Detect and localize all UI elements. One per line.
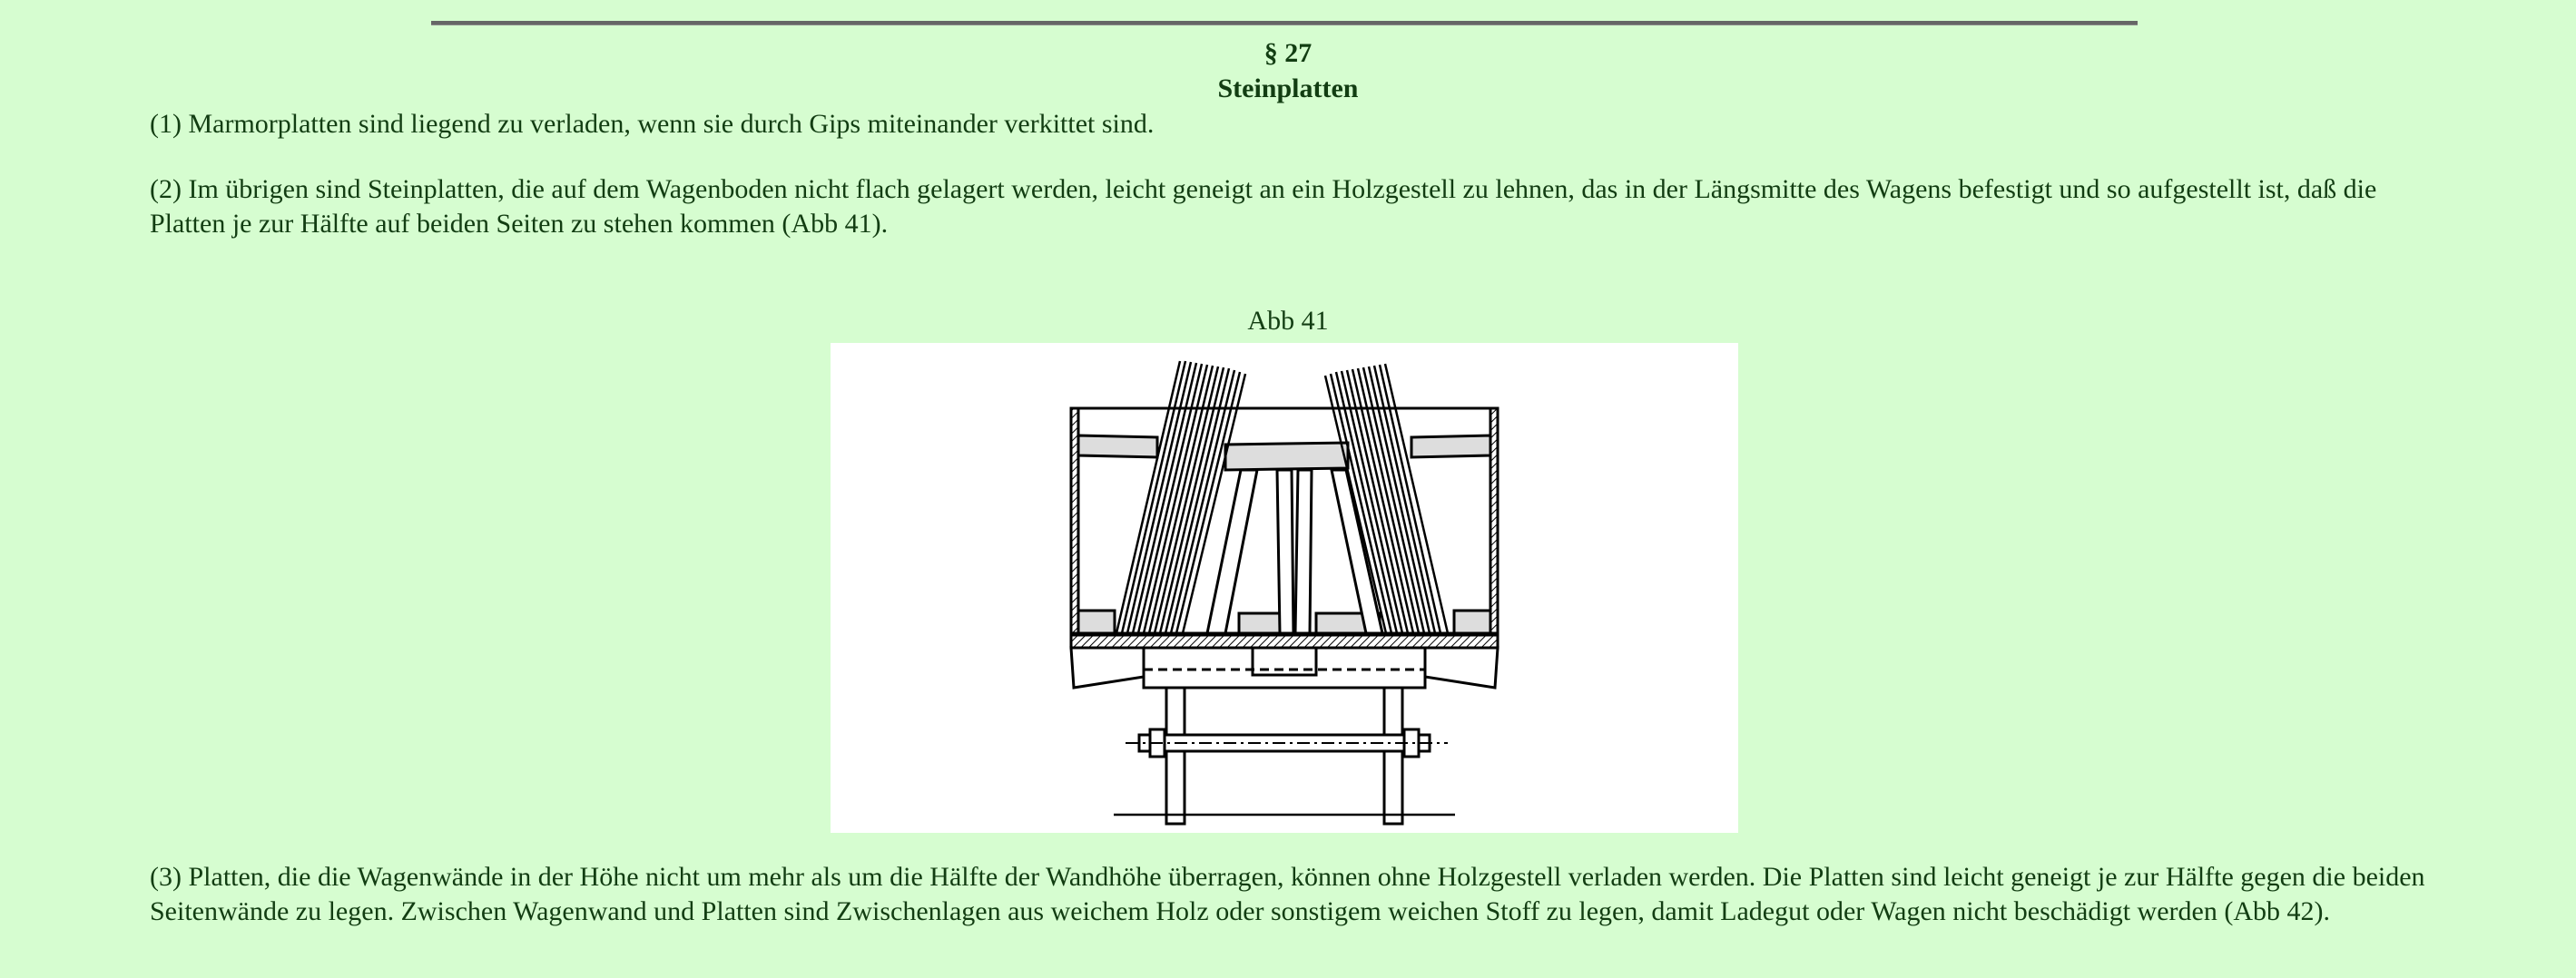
upper-beam-left xyxy=(1078,435,1157,457)
horizontal-rule xyxy=(431,21,2138,25)
paragraph-1: (1) Marmorplatten sind liegend zu verladen, wenn sie durch Gips miteinander verkittet sind. xyxy=(150,109,1155,139)
axle-support-left xyxy=(1166,688,1185,824)
lower-beam-left xyxy=(1078,611,1115,633)
paragraph-3: (3) Platten, die die Wagenwände in der Höhe nicht um mehr als um die Hälfte der Wandhöhe überragen, können ohne Holzgestell verladen werden. Die Platten sind leicht geneigt je zur Hälfte gegen die beiden Seitenwände zu legen. Zwischen Wagenwand und Platten sind Zwischenlagen aus weichem Holz oder sonstigem weichen Stoff zu legen, damit Ladegut oder Wagen nicht beschädigt werden (Abb 42). xyxy=(150,862,2425,926)
upper-beam-center xyxy=(1225,443,1348,470)
axle-support-right xyxy=(1384,688,1402,824)
section-number: § 27 xyxy=(1263,38,1313,68)
upper-beam-right xyxy=(1411,435,1490,457)
section-title: Steinplatten xyxy=(1217,73,1359,103)
side-sill-right xyxy=(1425,648,1498,688)
paragraph-2: (2) Im übrigen sind Steinplatten, die auf dem Wagenboden nicht flach gelagert werden, leicht geneigt an ein Holzgestell zu lehnen, das in der Längsmitte des Wagens befestigt und so aufgestellt ist, daß die Platten je zur Hälfte auf beiden Seiten zu stehen kommen (Abb 41). xyxy=(150,174,2377,239)
frame-leg-center-r xyxy=(1295,470,1312,633)
wagon-cross-section-illustration xyxy=(831,343,1738,833)
figure-caption: Abb 41 xyxy=(1247,306,1329,336)
wagon-floor xyxy=(1071,633,1498,648)
side-sill-left xyxy=(1071,648,1144,688)
lower-beam-right xyxy=(1454,611,1490,633)
frame-leg-center-l xyxy=(1277,470,1293,633)
figure-abb-41 xyxy=(831,343,1738,833)
